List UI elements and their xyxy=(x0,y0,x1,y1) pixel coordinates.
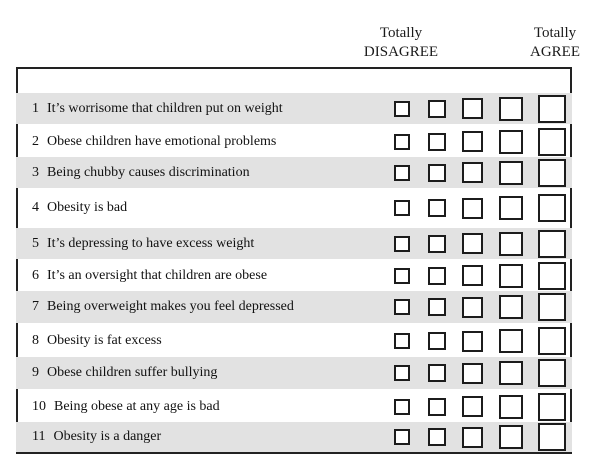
rating-checkbox-4[interactable] xyxy=(499,130,523,154)
rating-checkbox-4[interactable] xyxy=(499,361,523,385)
question-number: 7 xyxy=(32,299,39,314)
rating-checkbox-5[interactable] xyxy=(538,359,566,387)
rating-checkbox-1[interactable] xyxy=(394,134,410,150)
rating-checkbox-4[interactable] xyxy=(499,264,523,288)
question-text-container xyxy=(32,190,127,226)
rating-checkbox-2[interactable] xyxy=(428,332,446,350)
rating-checkbox-3[interactable] xyxy=(462,233,483,254)
rating-checkbox-4[interactable] xyxy=(499,196,523,220)
rating-checkbox-1[interactable] xyxy=(394,429,410,445)
rating-checkbox-3[interactable] xyxy=(462,98,483,119)
question-label: Being overweight makes you feel depressed xyxy=(47,299,294,314)
question-text-container xyxy=(32,260,267,291)
question-row-6 xyxy=(16,260,572,291)
question-text-container xyxy=(32,93,283,124)
rating-checkbox-3[interactable] xyxy=(462,162,483,183)
question-row-5 xyxy=(16,228,572,259)
scale-label-agree-line1: Totally xyxy=(533,25,577,41)
question-label: Obese children suffer bullying xyxy=(47,365,218,380)
question-text-container xyxy=(32,157,250,188)
rating-checkbox-5[interactable] xyxy=(538,159,566,187)
question-text-container xyxy=(32,291,294,323)
question-row-8 xyxy=(16,325,572,357)
rating-checkbox-4[interactable] xyxy=(499,425,523,449)
rating-checkbox-2[interactable] xyxy=(428,267,446,285)
question-label: It’s an oversight that children are obese xyxy=(47,267,268,283)
rating-checkbox-5[interactable] xyxy=(538,423,566,451)
question-label: Being obese at any age is bad xyxy=(54,398,220,414)
question-row-1 xyxy=(16,93,572,124)
rating-checkbox-1[interactable] xyxy=(394,101,410,117)
rating-checkbox-5[interactable] xyxy=(538,293,566,321)
rating-checkbox-1[interactable] xyxy=(394,236,410,252)
rating-checkbox-4[interactable] xyxy=(499,295,523,319)
rating-checkbox-4[interactable] xyxy=(499,97,523,121)
question-label: Obesity is a danger xyxy=(53,429,162,444)
rating-checkbox-2[interactable] xyxy=(428,164,446,182)
rating-checkbox-5[interactable] xyxy=(538,327,566,355)
question-row-7 xyxy=(16,291,572,323)
question-number: 9 xyxy=(32,365,39,380)
question-text-container xyxy=(32,357,217,389)
rating-checkbox-2[interactable] xyxy=(428,364,446,382)
question-row-3 xyxy=(16,157,572,188)
scale-label-disagree-line1: Totally xyxy=(379,25,423,41)
rating-checkbox-4[interactable] xyxy=(499,232,523,256)
rating-checkbox-1[interactable] xyxy=(394,365,410,381)
rating-checkbox-3[interactable] xyxy=(462,331,483,352)
rating-checkbox-5[interactable] xyxy=(538,230,566,258)
question-text-container xyxy=(32,228,254,259)
question-number: 10 xyxy=(32,398,46,414)
question-number: 1 xyxy=(32,100,39,116)
question-label: It’s worrisome that children put on weight xyxy=(47,100,283,116)
question-text-container xyxy=(32,325,162,357)
rating-checkbox-4[interactable] xyxy=(499,329,523,353)
rating-checkbox-2[interactable] xyxy=(428,235,446,253)
question-text-container xyxy=(32,126,276,157)
rating-checkbox-1[interactable] xyxy=(394,299,410,315)
question-number: 2 xyxy=(32,133,39,149)
rating-checkbox-5[interactable] xyxy=(538,95,566,123)
question-label: It’s depressing to have excess weight xyxy=(47,235,255,251)
rating-checkbox-2[interactable] xyxy=(428,428,446,446)
rating-checkbox-1[interactable] xyxy=(394,200,410,216)
rating-checkbox-3[interactable] xyxy=(462,297,483,318)
question-text-container xyxy=(32,391,220,422)
question-row-4 xyxy=(16,190,572,226)
rating-checkbox-4[interactable] xyxy=(499,161,523,185)
rating-checkbox-5[interactable] xyxy=(538,262,566,290)
rating-checkbox-1[interactable] xyxy=(394,268,410,284)
rating-checkbox-5[interactable] xyxy=(538,393,566,421)
question-number: 3 xyxy=(32,164,39,180)
rating-checkbox-3[interactable] xyxy=(462,427,483,448)
question-label: Obese children have emotional problems xyxy=(47,133,277,149)
rating-checkbox-2[interactable] xyxy=(428,298,446,316)
question-row-10 xyxy=(16,391,572,422)
rating-checkbox-2[interactable] xyxy=(428,100,446,118)
question-text-container xyxy=(32,422,161,452)
rating-checkbox-1[interactable] xyxy=(394,333,410,349)
question-number: 11 xyxy=(32,429,46,444)
rating-checkbox-5[interactable] xyxy=(538,194,566,222)
rating-checkbox-3[interactable] xyxy=(462,265,483,286)
rating-checkbox-2[interactable] xyxy=(428,398,446,416)
rating-checkbox-3[interactable] xyxy=(462,363,483,384)
question-number: 4 xyxy=(32,200,39,215)
question-label: Obesity is bad xyxy=(47,200,128,215)
rating-checkbox-5[interactable] xyxy=(538,128,566,156)
scale-label-agree-line2: AGREE xyxy=(530,44,580,60)
rating-checkbox-4[interactable] xyxy=(499,395,523,419)
rating-checkbox-3[interactable] xyxy=(462,198,483,219)
rating-checkbox-2[interactable] xyxy=(428,199,446,217)
scale-label-disagree-line2: DISAGREE xyxy=(363,44,439,60)
scale-label-disagree xyxy=(356,24,446,62)
rating-checkbox-1[interactable] xyxy=(394,165,410,181)
question-number: 6 xyxy=(32,267,39,283)
question-number: 5 xyxy=(32,235,39,251)
question-label: Obesity is fat excess xyxy=(47,333,162,348)
question-row-2 xyxy=(16,126,572,157)
scale-label-agree xyxy=(520,24,590,62)
question-row-11 xyxy=(16,422,572,452)
rating-checkbox-3[interactable] xyxy=(462,396,483,417)
rating-checkbox-1[interactable] xyxy=(394,399,410,415)
question-number: 8 xyxy=(32,333,39,348)
question-label: Being chubby causes discrimination xyxy=(47,164,250,180)
rating-checkbox-2[interactable] xyxy=(428,133,446,151)
rating-checkbox-3[interactable] xyxy=(462,131,483,152)
question-row-9 xyxy=(16,357,572,389)
